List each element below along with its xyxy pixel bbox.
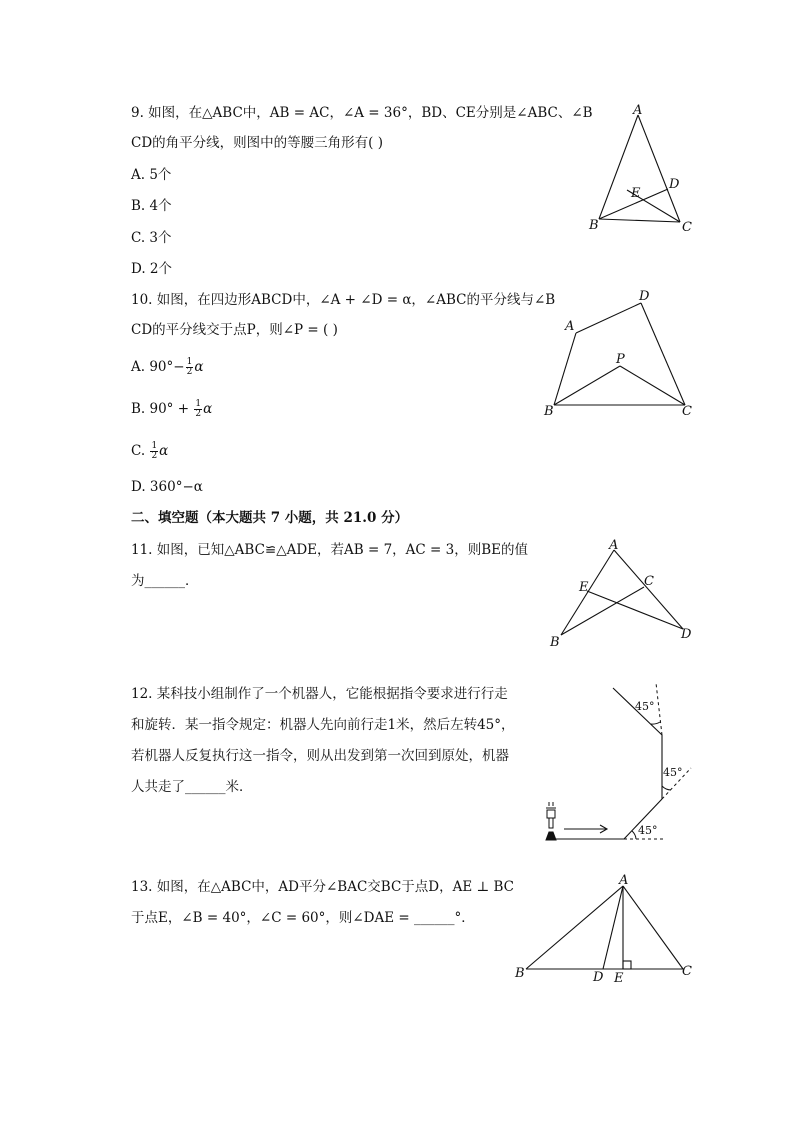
q10-label-b: B <box>544 404 554 419</box>
q10-option-b[interactable]: B. 90° + $\frac{1}{2}$ α <box>131 399 213 419</box>
q11-stem-line1: 11. 如图，已知△ABC≌△ADE，若AB = 7，AC = 3，则BE的值 <box>131 542 529 558</box>
q10-label-a: A <box>565 319 575 334</box>
q13-triangle-figure <box>510 872 700 987</box>
q10-option-c-fraction: $\frac{1}{2}$ <box>151 441 158 461</box>
q13-label-b: B <box>515 966 525 981</box>
q9-option-d[interactable]: D. 2个 <box>131 261 173 277</box>
q13-label-a: A <box>619 873 629 888</box>
q10-label-c: C <box>682 404 692 419</box>
q9-triangle-figure <box>585 100 705 240</box>
q11-label-c: C <box>644 574 654 589</box>
q12-angle-label-bottom: 45° <box>638 824 658 837</box>
q13-label-d: D <box>593 970 604 985</box>
q12-angle-label-middle: 45° <box>663 766 683 779</box>
q12-stem-line4: 人共走了______米． <box>131 779 253 795</box>
q10-option-c[interactable]: C. $\frac{1}{2}$ α <box>131 441 169 461</box>
q11-triangles-figure <box>545 535 705 655</box>
q11-label-b: B <box>550 635 560 650</box>
q12-robot-path-figure <box>540 680 700 850</box>
q9-option-b[interactable]: B. 4个 <box>131 198 172 214</box>
q9-label-b: B <box>589 218 599 233</box>
q12-angle-label-top: 45° <box>635 700 655 713</box>
q9-label-a: A <box>633 103 643 118</box>
q10-option-b-text: B. 90° + <box>131 401 190 417</box>
q12-stem-line1: 12. 某科技小组制作了一个机器人，它能根据指令要求进行行走 <box>131 686 508 702</box>
q10-option-d[interactable]: D. 360°−α <box>131 479 203 495</box>
q11-label-d: D <box>681 627 692 642</box>
q10-option-a[interactable]: A. 90°− $\frac{1}{2}$ α <box>131 357 204 377</box>
q13-label-c: C <box>682 964 692 979</box>
q9-option-a[interactable]: A. 5个 <box>131 167 172 183</box>
q10-stem-line1: 10. 如图，在四边形ABCD中，∠A + ∠D = α，∠ABC的平分线与∠B <box>131 292 556 308</box>
q9-label-e: E <box>631 186 641 201</box>
q11-label-a: A <box>609 538 619 553</box>
q10-option-a-fraction: $\frac{1}{2}$ <box>186 357 193 377</box>
q9-option-c[interactable]: C. 3个 <box>131 230 172 246</box>
q13-stem-line2: 于点E，∠B = 40°，∠C = 60°，则∠DAE = ______°． <box>131 910 475 926</box>
q10-option-c-text: C. <box>131 443 146 459</box>
q12-stem-line3: 若机器人反复执行这一指令，则从出发到第一次回到原处，机器 <box>131 748 509 764</box>
q13-label-e: E <box>614 971 624 986</box>
q11-stem-line2: 为______． <box>131 573 199 589</box>
q10-option-a-text: A. 90°− <box>131 359 185 375</box>
q10-option-b-fraction: $\frac{1}{2}$ <box>195 399 202 419</box>
robot-icon <box>546 802 556 840</box>
q11-label-e: E <box>579 580 589 595</box>
q9-stem-line2: CD的角平分线，则图中的等腰三角形有( ) <box>131 135 383 151</box>
q13-stem-line1: 13. 如图，在△ABC中，AD平分∠BAC交BC于点D，AE ⊥ BC <box>131 879 514 895</box>
q12-stem-line2: 和旋转．某一指令规定：机器人先向前行走1米，然后左转45°， <box>131 717 515 733</box>
q9-label-d: D <box>669 177 680 192</box>
q9-stem-line1: 9. 如图，在△ABC中，AB = AC，∠A = 36°，BD、CE分别是∠ABC、∠B <box>131 105 593 121</box>
q9-label-c: C <box>682 220 692 235</box>
q10-stem-line2: CD的平分线交于点P，则∠P = ( ) <box>131 322 338 338</box>
q10-label-d: D <box>639 289 650 304</box>
section-heading-fill-in: 二、填空题（本大题共 7 小题，共 21.0 分） <box>131 510 409 526</box>
q10-quadrilateral-figure <box>540 285 710 425</box>
q10-label-p: P <box>616 352 625 367</box>
